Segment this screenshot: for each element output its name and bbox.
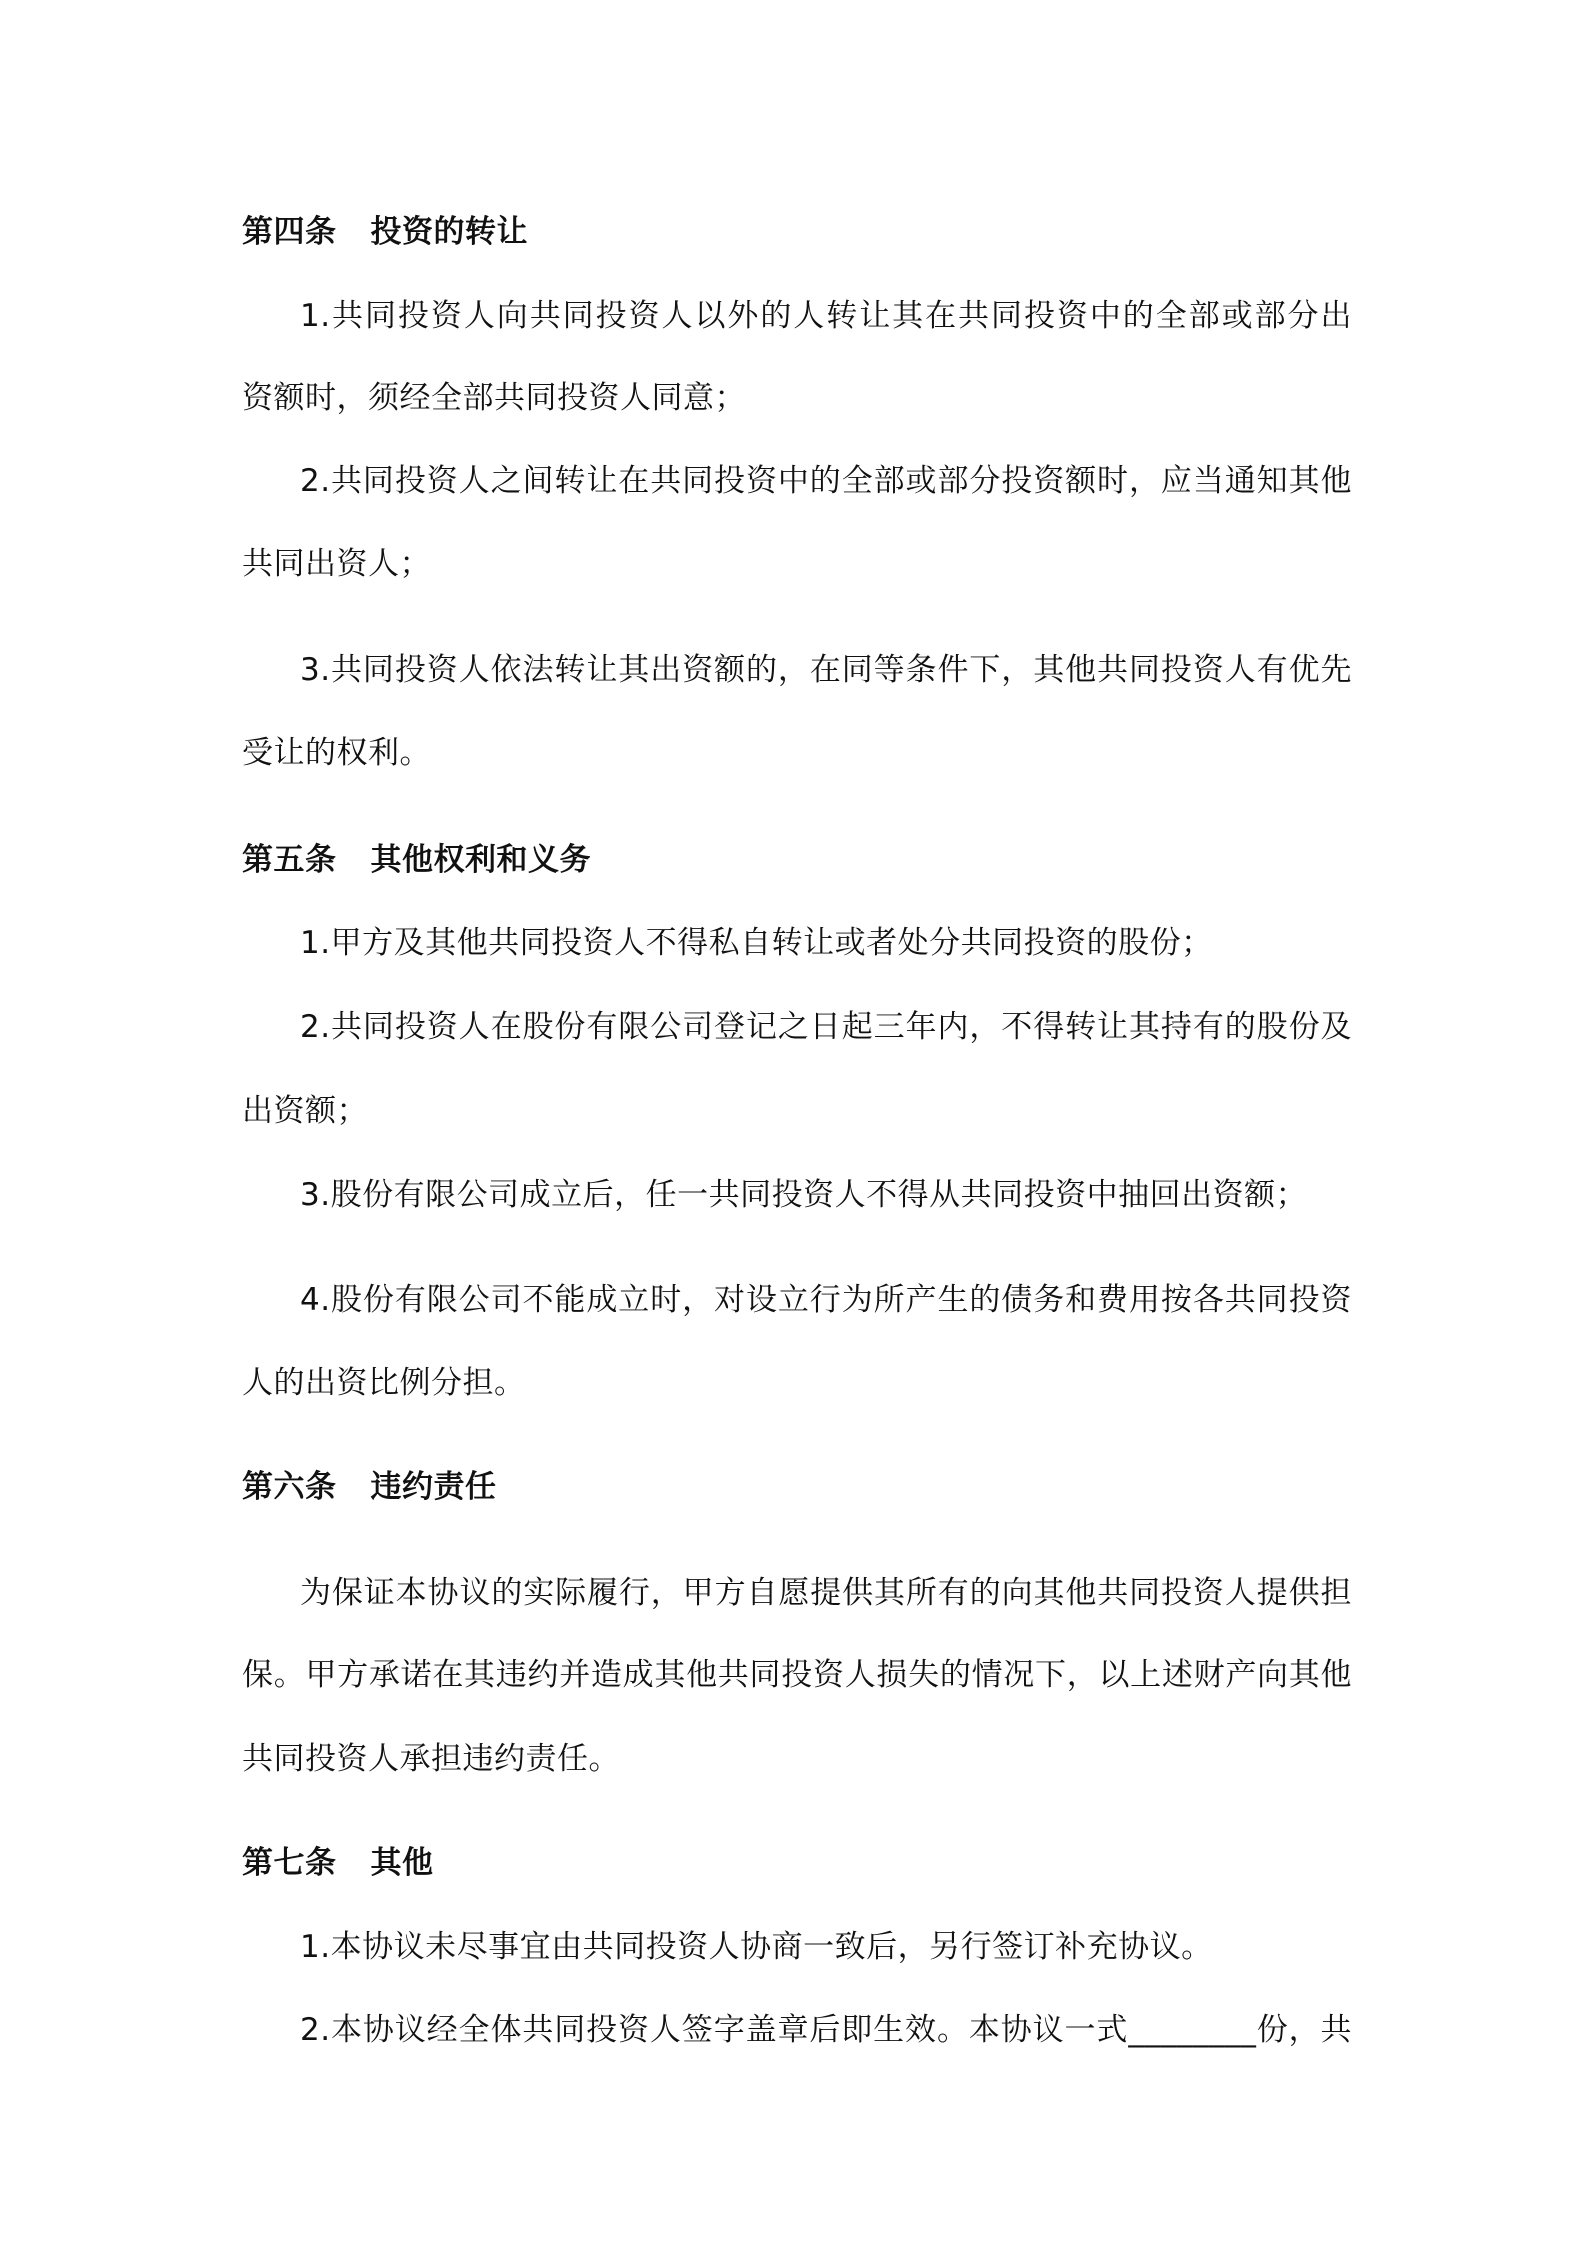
article-4-item-2-line-2: 共同出资人； bbox=[242, 546, 431, 582]
article-5-heading bbox=[242, 840, 1352, 880]
article-4-heading bbox=[242, 212, 1352, 252]
article-6-number: 第六条 bbox=[242, 1469, 337, 1505]
article-6-paragraph-line-1: 为保证本协议的实际履行，甲方自愿提供其所有的向其他共同投资人提供担 bbox=[300, 1575, 1352, 1611]
article-4-number: 第四条 bbox=[242, 214, 337, 250]
article-5-item-4-line-1: 4.股份有限公司不能成立时，对设立行为所产生的债务和费用按各共同投资 bbox=[300, 1282, 1352, 1318]
article-4-item-1-line-2: 资额时，须经全部共同投资人同意； bbox=[242, 380, 746, 416]
article-6-paragraph-line-3: 共同投资人承担违约责任。 bbox=[242, 1741, 620, 1777]
article-5-item-3-line-1: 3.股份有限公司成立后，任一共同投资人不得从共同投资中抽回出资额； bbox=[300, 1177, 1308, 1213]
article-5-item-1-line-1: 1.甲方及其他共同投资人不得私自转让或者处分共同投资的股份； bbox=[300, 925, 1213, 961]
article-6-title: 违约责任 bbox=[370, 1469, 497, 1505]
article-4-item-3-line-2: 受让的权利。 bbox=[242, 735, 431, 771]
article-4-item-3-line-1: 3.共同投资人依法转让其出资额的，在同等条件下，其他共同投资人有优先 bbox=[300, 652, 1352, 688]
article-7-number: 第七条 bbox=[242, 1845, 337, 1881]
article-7-item-2-line-1: 2.本协议经全体共同投资人签字盖章后即生效。本协议一式________份，共 bbox=[300, 2012, 1352, 2048]
article-6-paragraph-line-2: 保。甲方承诺在其违约并造成其他共同投资人损失的情况下，以上述财产向其他 bbox=[242, 1657, 1352, 1693]
article-7-item-1-line-1: 1.本协议未尽事宜由共同投资人协商一致后，另行签订补充协议。 bbox=[300, 1929, 1213, 1965]
article-5-item-4-line-2: 人的出资比例分担。 bbox=[242, 1365, 526, 1401]
article-5-item-2-line-1: 2.共同投资人在股份有限公司登记之日起三年内，不得转让其持有的股份及 bbox=[300, 1009, 1352, 1045]
article-4-item-1-line-1: 1.共同投资人向共同投资人以外的人转让其在共同投资中的全部或部分出 bbox=[300, 298, 1352, 334]
article-4-item-2-line-1: 2.共同投资人之间转让在共同投资中的全部或部分投资额时，应当通知其他 bbox=[300, 463, 1352, 499]
article-4-title: 投资的转让 bbox=[370, 214, 528, 250]
article-5-number: 第五条 bbox=[242, 842, 337, 878]
article-7-title: 其他 bbox=[370, 1845, 434, 1881]
article-5-item-2-line-2: 出资额； bbox=[242, 1093, 368, 1129]
article-6-heading bbox=[242, 1467, 1352, 1507]
article-5-title: 其他权利和义务 bbox=[370, 842, 591, 878]
article-7-heading bbox=[242, 1843, 1352, 1883]
